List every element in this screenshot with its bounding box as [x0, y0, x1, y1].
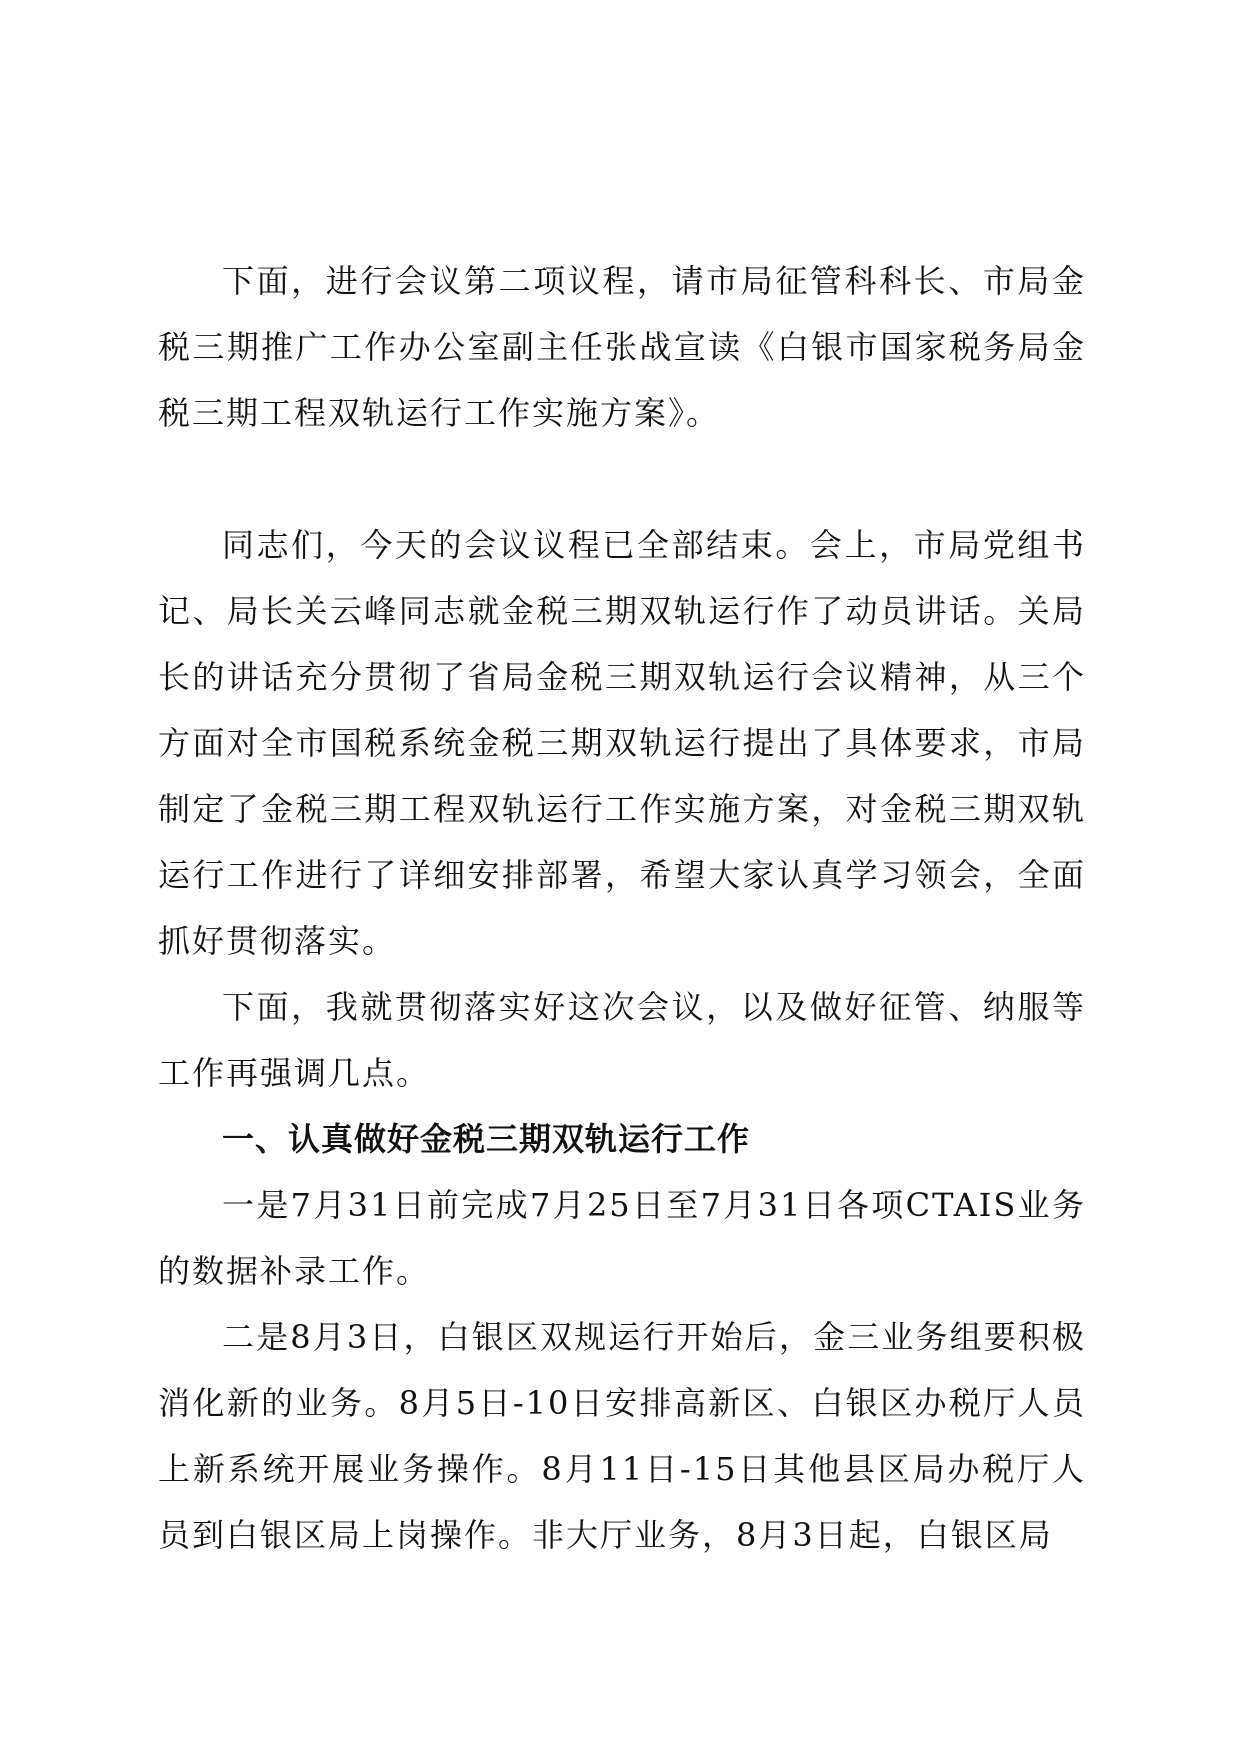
paragraph-agenda-item-two: 下面，进行会议第二项议程，请市局征管科科长、市局金税三期推广工作办公室副主任张战宣读《白银市国家税务局金税三期工程双轨运行工作实施方案》。 [158, 262, 1086, 432]
paragraph-meeting-summary: 同志们，今天的会议议程已全部结束。会上，市局党组书记、局长关云峰同志就金税三期双轨运行作了动员讲话。关局长的讲话充分贯彻了省局金税三期双轨运行会议精神，从三个方面对全市国税系统金税三期双轨运行提出了具体要求，市局制定了金税三期工程双轨运行工作实施方案，对金税三期双轨运行工作进行了详细安排部署，希望大家认真学习领会，全面抓好贯彻落实。 [158, 526, 1086, 960]
paragraph-point-one: 一是7月31日前完成7月25日至7月31日各项CTAIS业务的数据补录工作。 [158, 1186, 1086, 1290]
section-heading-one: 一、认真做好金税三期双轨运行工作 [222, 1120, 751, 1158]
paragraph-emphasis-intro: 下面，我就贯彻落实好这次会议，以及做好征管、纳服等工作再强调几点。 [158, 988, 1086, 1092]
document-body [158, 248, 1086, 1568]
paragraph-point-two: 二是8月3日，白银区双规运行开始后，金三业务组要积极消化新的业务。8月5日-10日安排高新区、白银区办税厅人员上新系统开展业务操作。8月11日-15日其他县区局办税厅人员到白银区局上岗操作。非大厅业务，8月3日起，白银区局 [158, 1318, 1086, 1554]
